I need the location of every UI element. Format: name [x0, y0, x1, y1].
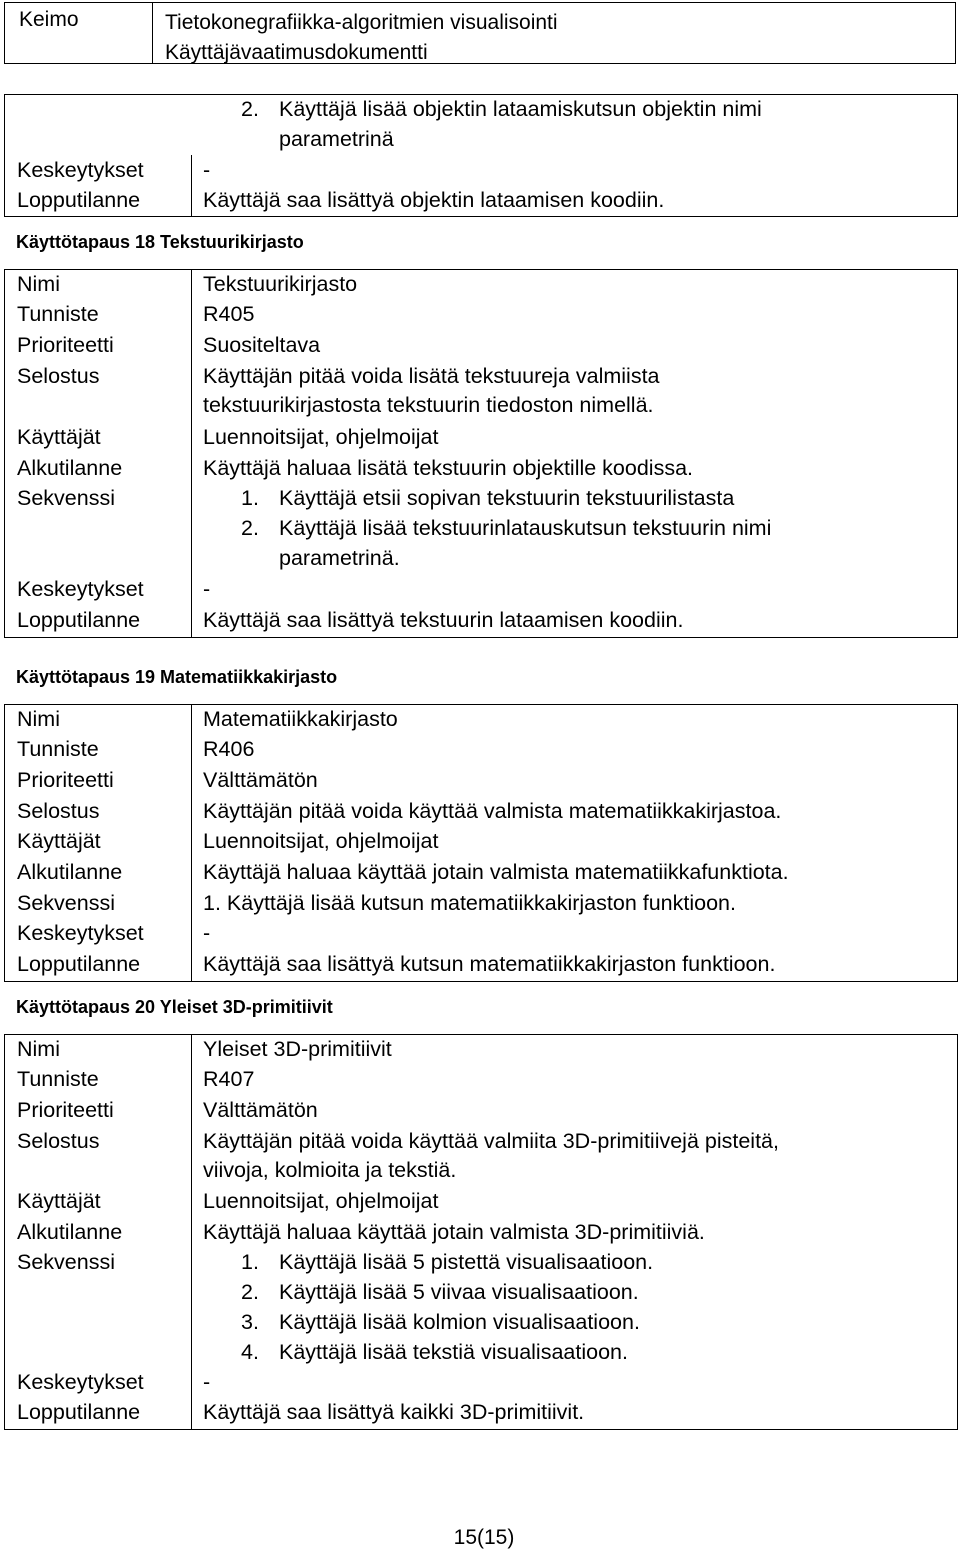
list-number: 2.: [241, 1280, 259, 1304]
list-item: [241, 97, 762, 122]
description-line: Käyttäjän pitää voida käyttää valmiita 3D-primitiivejä pisteitä,: [203, 1129, 779, 1153]
priority-value: Välttämätön: [203, 1098, 318, 1122]
usecase-18-caption: Käyttötapaus 18 Tekstuurikirjasto: [16, 232, 304, 252]
list-text: Käyttäjä etsii sopivan tekstuurin tekstuurilistasta: [279, 486, 735, 510]
end-value: Käyttäjä saa lisättyä objektin lataamisen koodiin.: [203, 188, 665, 212]
list-item-continuation: parametrinä: [279, 127, 394, 151]
name-value: Tekstuurikirjasto: [203, 272, 358, 296]
list-item: [241, 486, 734, 511]
start-label: Alkutilanne: [17, 456, 123, 480]
users-value: Luennoitsijat, ohjelmoijat: [203, 829, 439, 853]
id-value: R407: [203, 1067, 255, 1091]
list-text: Käyttäjä lisää 5 pistettä visualisaatioon.: [279, 1250, 654, 1274]
sequence-label: Sekvenssi: [17, 486, 115, 510]
list-number: 1.: [241, 486, 259, 510]
usecase-17-table-continued: [4, 94, 958, 217]
description-label: Selostus: [17, 799, 100, 823]
usecase-20-table: [4, 1034, 958, 1430]
sequence-label: Sekvenssi: [17, 891, 115, 915]
start-value: Käyttäjä haluaa lisätä tekstuurin objektille koodissa.: [203, 456, 694, 480]
column-divider: [191, 705, 192, 981]
end-label: Lopputilanne: [17, 1400, 141, 1424]
interrupt-value: -: [203, 1370, 211, 1394]
end-value: Käyttäjä saa lisättyä tekstuurin lataamisen koodiin.: [203, 608, 684, 632]
list-number: 1.: [241, 1250, 259, 1274]
priority-label: Prioriteetti: [17, 1098, 114, 1122]
list-number: 2.: [241, 97, 259, 121]
list-text: Käyttäjä lisää kolmion visualisaatioon.: [279, 1310, 640, 1334]
column-divider: [191, 155, 192, 216]
name-value: Matematiikkakirjasto: [203, 707, 398, 731]
id-label: Tunniste: [17, 737, 99, 761]
list-item: [241, 1310, 640, 1335]
end-label: Lopputilanne: [17, 188, 141, 212]
id-label: Tunniste: [17, 1067, 99, 1091]
list-item: [241, 516, 771, 541]
id-value: R405: [203, 302, 255, 326]
users-label: Käyttäjät: [17, 1189, 101, 1213]
end-value: Käyttäjä saa lisättyä kaikki 3D-primitiivit.: [203, 1400, 585, 1424]
end-value: Käyttäjä saa lisättyä kutsun matematiikkakirjaston funktioon.: [203, 952, 776, 976]
usecase-18-table: [4, 269, 958, 638]
interrupt-label: Keskeytykset: [17, 1370, 144, 1394]
sequence-label: Sekvenssi: [17, 1250, 115, 1274]
usecase-19-caption: Käyttötapaus 19 Matematiikkakirjasto: [16, 667, 338, 687]
end-label: Lopputilanne: [17, 608, 141, 632]
column-divider: [191, 1035, 192, 1429]
list-text: Käyttäjä lisää tekstuurinlatauskutsun tekstuurin nimi: [279, 516, 772, 540]
list-item-continuation: parametrinä.: [279, 546, 400, 570]
page-number: 15(15): [453, 1526, 515, 1549]
list-number: 4.: [241, 1340, 259, 1364]
interrupt-label: Keskeytykset: [17, 921, 144, 945]
description-value: Käyttäjän pitää voida käyttää valmista matematiikkakirjastoa.: [203, 799, 782, 823]
sequence-value: 1. Käyttäjä lisää kutsun matematiikkakirjaston funktioon.: [203, 891, 736, 915]
usecase-20-caption: Käyttötapaus 20 Yleiset 3D-primitiivit: [16, 997, 333, 1017]
users-value: Luennoitsijat, ohjelmoijat: [203, 425, 439, 449]
start-label: Alkutilanne: [17, 860, 123, 884]
end-label: Lopputilanne: [17, 952, 141, 976]
priority-label: Prioriteetti: [17, 768, 114, 792]
start-value: Käyttäjä haluaa käyttää jotain valmista 3D-primitiiviä.: [203, 1220, 705, 1244]
name-label: Nimi: [17, 272, 60, 296]
header-label-cell: [5, 3, 153, 63]
column-divider: [191, 270, 192, 637]
list-item: [241, 1280, 639, 1305]
id-value: R406: [203, 737, 255, 761]
list-text: Käyttäjä lisää 5 viivaa visualisaatioon.: [279, 1280, 639, 1304]
list-item: [241, 1250, 653, 1275]
list-number: 3.: [241, 1310, 259, 1334]
interrupt-value: -: [203, 921, 211, 945]
header-label: Keimo: [19, 8, 79, 31]
users-label: Käyttäjät: [17, 829, 101, 853]
document-title: Tietokonegrafiikka-algoritmien visualisointi: [165, 11, 558, 34]
list-number: 2.: [241, 516, 259, 540]
priority-value: Välttämätön: [203, 768, 318, 792]
document-subtitle: Käyttäjävaatimusdokumentti: [165, 41, 428, 64]
interrupt-value: -: [203, 158, 211, 182]
start-value: Käyttäjä haluaa käyttää jotain valmista matematiikkafunktiota.: [203, 860, 789, 884]
priority-label: Prioriteetti: [17, 333, 114, 357]
document-header: [4, 2, 956, 64]
priority-value: Suositeltava: [203, 333, 321, 357]
list-item: [241, 1340, 628, 1365]
list-text: Käyttäjä lisää objektin lataamiskutsun objektin nimi: [279, 97, 762, 121]
header-value-cell: [165, 8, 558, 68]
description-line: viivoja, kolmioita ja tekstiä.: [203, 1158, 457, 1182]
description-label: Selostus: [17, 1129, 100, 1153]
users-label: Käyttäjät: [17, 425, 101, 449]
description-line: tekstuurikirjastosta tekstuurin tiedoston nimellä.: [203, 393, 654, 417]
id-label: Tunniste: [17, 302, 99, 326]
name-value: Yleiset 3D-primitiivit: [203, 1037, 392, 1061]
interrupt-label: Keskeytykset: [17, 158, 144, 182]
name-label: Nimi: [17, 707, 60, 731]
start-label: Alkutilanne: [17, 1220, 123, 1244]
description-line: Käyttäjän pitää voida lisätä tekstuureja valmiista: [203, 364, 660, 388]
list-text: Käyttäjä lisää tekstiä visualisaatioon.: [279, 1340, 628, 1364]
users-value: Luennoitsijat, ohjelmoijat: [203, 1189, 439, 1213]
usecase-19-table: [4, 704, 958, 982]
name-label: Nimi: [17, 1037, 60, 1061]
interrupt-label: Keskeytykset: [17, 577, 144, 601]
description-label: Selostus: [17, 364, 100, 388]
interrupt-value: -: [203, 577, 211, 601]
